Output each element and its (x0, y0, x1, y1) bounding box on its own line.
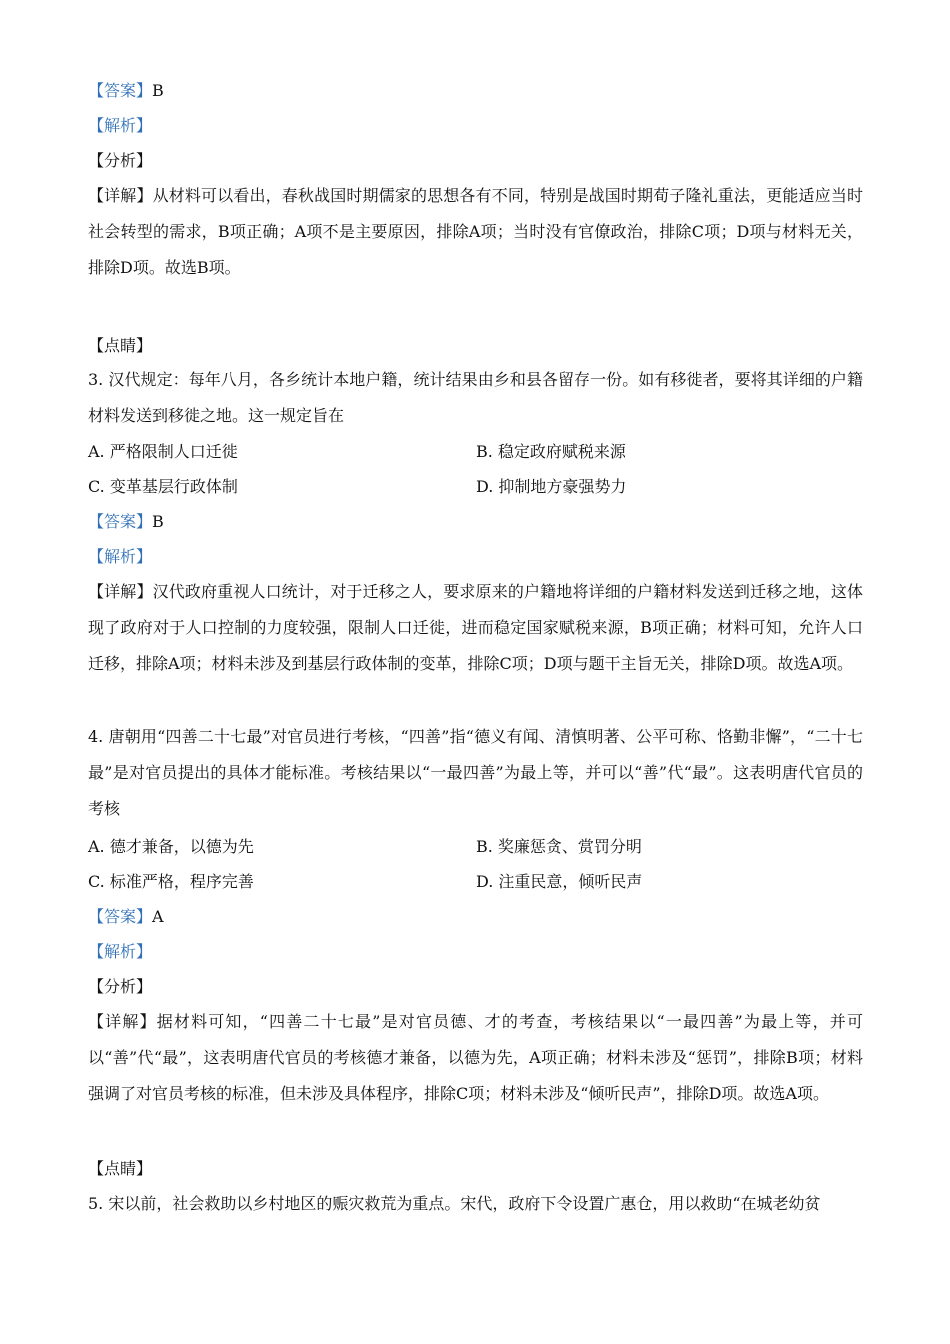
q4-analysis-tag: 【解析】 (88, 942, 153, 961)
q4-detail (88, 1004, 863, 1112)
q5-stem: 5. 宋以前，社会救助以乡村地区的赈灾救荒为重点。宋代，政府下令设置广惠仓，用以救助“在城老幼贫 (88, 1194, 821, 1213)
q4-option-b: B. 奖廉惩贪、赏罚分明 (476, 837, 642, 856)
q4-option-a: A. 德才兼备，以德为先 (88, 837, 254, 856)
detail-text: 据材料可知，“四善二十七最”是对官员德、才的考查，考核结果以“一最四善”为最上等，并可以“善”代“最”，这表明唐代官员的考核德才兼备，以德为先，A项正确；材料未涉及“惩罚”，排除B项；材料强调了对官员考核的标准，但未涉及具体程序，排除C项；材料未涉及“倾听民声”，排除D项。故选A项。 (88, 1012, 863, 1103)
detail-tag: 【详解】 (88, 186, 153, 205)
q3-stem: 3. 汉代规定：每年八月，各乡统计本地户籍，统计结果由乡和县各留存一份。如有移徙者，要将其详细的户籍材料发送到移徙之地。这一规定旨在 (88, 370, 863, 425)
q4-answer-line (88, 906, 164, 928)
q3-analysis-tag: 【解析】 (88, 547, 153, 566)
q3-option-c: C. 变革基层行政体制 (88, 477, 238, 496)
detail-tag: 【详解】 (88, 582, 153, 601)
q3-option-b: B. 稳定政府赋税来源 (476, 442, 626, 461)
q4-analysis-header: 【分析】 (88, 977, 153, 996)
q3-option-d: D. 抑制地方豪强势力 (476, 477, 627, 496)
answer-value: B (152, 81, 164, 100)
q2-tip-header: 【点睛】 (88, 336, 153, 355)
q3-detail (88, 574, 863, 682)
detail-text: 从材料可以看出，春秋战国时期儒家的思想各有不同，特别是战国时期荀子隆礼重法，更能适应当时社会转型的需求，B项正确；A项不是主要原因，排除A项；当时没有官僚政治，排除C项；D项与材料无关，排除D项。故选B项。 (88, 186, 863, 277)
detail-tag: 【详解】 (88, 1012, 157, 1031)
q4-option-c: C. 标准严格，程序完善 (88, 872, 254, 891)
q4-option-d: D. 注重民意，倾听民声 (476, 872, 643, 891)
q2-answer-line (88, 80, 164, 102)
q2-detail (88, 178, 863, 286)
answer-value: B (152, 512, 164, 531)
q3-answer-line (88, 511, 164, 533)
answer-tag: 【答案】 (88, 81, 153, 100)
answer-value: A (152, 907, 164, 926)
q2-analysis-tag: 【解析】 (88, 116, 153, 135)
q4-tip-header: 【点睛】 (88, 1159, 153, 1178)
q3-option-a: A. 严格限制人口迁徙 (88, 442, 238, 461)
q4-stem: 4. 唐朝用“四善二十七最”对官员进行考核，“四善”指“德义有闻、清慎明著、公平可称、恪勤非懈”，“二十七最”是对官员提出的具体才能标准。考核结果以“一最四善”为最上等，并可以“善”代“最”。这表明唐代官员的考核 (88, 727, 863, 818)
answer-tag: 【答案】 (88, 907, 153, 926)
detail-text: 汉代政府重视人口统计，对于迁移之人，要求原来的户籍地将详细的户籍材料发送到迁移之地，这体现了政府对于人口控制的力度较强，限制人口迁徙，进而稳定国家赋税来源，B项正确；材料可知，允许人口迁移，排除A项；材料未涉及到基层行政体制的变革，排除C项；D项与题干主旨无关，排除D项。故选A项。 (88, 582, 863, 673)
q2-analysis-header: 【分析】 (88, 151, 153, 170)
answer-tag: 【答案】 (88, 512, 153, 531)
